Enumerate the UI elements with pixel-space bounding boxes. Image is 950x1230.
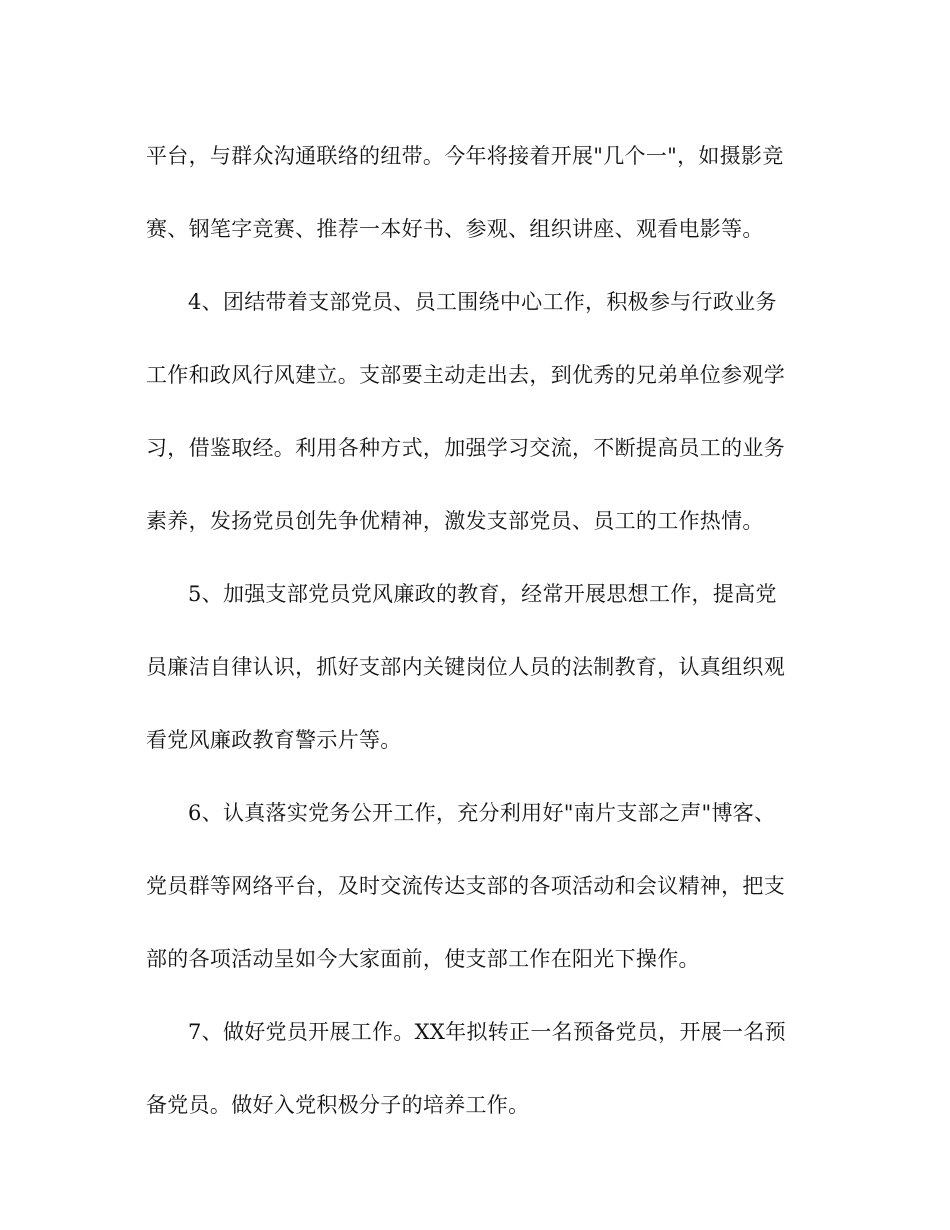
text-line: 看党风廉政教育警示片等。 <box>146 728 402 752</box>
paragraph-6-start: 6、认真落实党务公开工作，充分利用好"南片支部之声"博客、 <box>188 801 776 825</box>
text-line: 工作和政风行风建立。支部要主动走出去，到优秀的兄弟单位参观学 <box>146 363 785 387</box>
text-line: 部的各项活动呈如今大家面前，使支部工作在阳光下操作。 <box>146 947 700 971</box>
paragraph-7-start: 7、做好党员开展工作。XX年拟转正一名预备党员，开展一名预 <box>188 1020 786 1044</box>
text-line: 习，借鉴取经。利用各种方式，加强学习交流，不断提高员工的业务 <box>146 436 785 460</box>
text-line: 赛、钢笔字竞赛、推荐一本好书、参观、组织讲座、观看电影等。 <box>146 217 764 241</box>
text-line: 员廉洁自律认识，抓好支部内关键岗位人员的法制教育，认真组织观 <box>146 655 785 679</box>
text-line: 备党员。做好入党积极分子的培养工作。 <box>146 1093 530 1117</box>
text-line: 素养，发扬党员创先争优精神，激发支部党员、员工的工作热情。 <box>146 509 764 533</box>
paragraph-5-start: 5、加强支部党员党风廉政的教育，经常开展思想工作，提高党 <box>188 582 777 606</box>
paragraph-4-start: 4、团结带着支部党员、员工围绕中心工作，积极参与行政业务 <box>188 290 777 314</box>
text-line: 平台，与群众沟通联络的纽带。今年将接着开展"几个一"，如摄影竞 <box>146 144 784 168</box>
text-line: 党员群等网络平台，及时交流传达支部的各项活动和会议精神，把支 <box>146 874 785 898</box>
